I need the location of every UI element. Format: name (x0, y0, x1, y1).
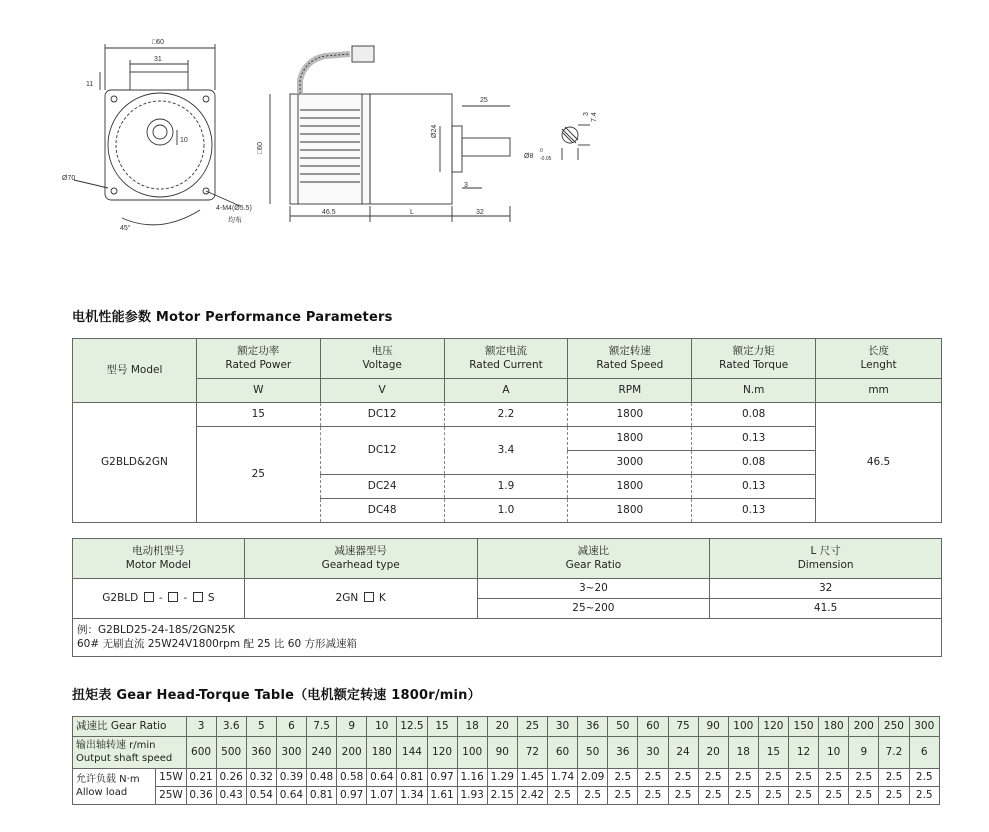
dim-shaft-tol-dn: -0.05 (540, 156, 552, 162)
speed-cell: 10 (819, 737, 849, 769)
load-15w-cell: 2.09 (578, 769, 608, 787)
row1-voltage: DC12 (320, 403, 444, 427)
side-view (270, 46, 510, 222)
load-15w-cell: 1.29 (487, 769, 517, 787)
ratio-label: 减速比 Gear Ratio (73, 717, 187, 737)
load-15w-cell: 2.5 (909, 769, 940, 787)
ratio-cell: 120 (758, 717, 788, 737)
ratio-cell: 50 (608, 717, 638, 737)
row5-speed: 1800 (568, 499, 692, 523)
dimension-1: 32 (710, 579, 942, 599)
speed-cell: 60 (548, 737, 578, 769)
model-cell: G2BLD&2GN (73, 403, 197, 523)
speed-cell: 100 (457, 737, 487, 769)
row1-torque: 0.08 (692, 403, 816, 427)
unit-length: mm (816, 379, 942, 403)
dim-phi70: Ø70 (62, 175, 76, 182)
length-cell: 46.5 (816, 403, 942, 523)
load-25w-cell: 0.64 (276, 787, 306, 805)
ratio-cell: 180 (819, 717, 849, 737)
dimension-2: 41.5 (710, 599, 942, 619)
load-15w-cell: 2.5 (758, 769, 788, 787)
ratio-cell: 300 (909, 717, 940, 737)
dim-shaft-tol-up: 0 (540, 148, 543, 154)
dim-L: L (410, 209, 414, 216)
ratio-cell: 3 (186, 717, 216, 737)
dim-46-5: 46.5 (322, 209, 336, 216)
load-15w-cell: 0.58 (337, 769, 367, 787)
power-15: 15 (196, 403, 320, 427)
motor-dimension-drawing (60, 30, 620, 245)
dim-shaft-diameter: Ø8 (524, 153, 534, 160)
dim-holes-note: 均布 (228, 217, 242, 224)
front-view (74, 44, 240, 225)
load-15w-cell: 2.5 (849, 769, 879, 787)
speed-cell: 20 (698, 737, 728, 769)
speed-cell: 600 (186, 737, 216, 769)
load-15w-cell: 2.5 (728, 769, 758, 787)
speed-cell: 90 (487, 737, 517, 769)
ratio-cell: 90 (698, 717, 728, 737)
hdr-torque: 额定力矩 Rated Torque (692, 339, 816, 379)
hdr-speed: 额定转速 Rated Speed (568, 339, 692, 379)
load-15w-cell: 2.5 (608, 769, 638, 787)
ratio-cell: 75 (668, 717, 698, 737)
ratio-cell: 250 (879, 717, 909, 737)
load-25w-cell: 2.5 (909, 787, 940, 805)
load-25w-cell: 2.5 (668, 787, 698, 805)
unit-speed: RPM (568, 379, 692, 403)
motor-model-code: G2BLD - - S (73, 579, 245, 619)
torque-load15-row (73, 769, 940, 787)
speed-label: 输出轴转速 r/min Output shaft speed (73, 737, 187, 769)
row5-current: 1.0 (444, 499, 568, 523)
row5-voltage: DC48 (320, 499, 444, 523)
load-25w-cell: 2.5 (879, 787, 909, 805)
speed-cell: 200 (337, 737, 367, 769)
speed-cell: 50 (578, 737, 608, 769)
dim-32: 32 (476, 209, 484, 216)
hdr-gearhead-type: 减速器型号 Gearhead type (244, 539, 477, 579)
load-15w-cell: 2.5 (698, 769, 728, 787)
dim-3: 3 (464, 182, 468, 189)
hdr-current: 额定电流 Rated Current (444, 339, 568, 379)
hdr-voltage: 电压 Voltage (320, 339, 444, 379)
load-15w-cell: 2.5 (819, 769, 849, 787)
load-25w-cell: 2.5 (698, 787, 728, 805)
row1-current: 2.2 (444, 403, 568, 427)
unit-power: W (196, 379, 320, 403)
load-15w-cell: 2.5 (879, 769, 909, 787)
row4-voltage: DC24 (320, 475, 444, 499)
load-15w-cell: 0.81 (397, 769, 427, 787)
unit-current: A (444, 379, 568, 403)
speed-cell: 36 (608, 737, 638, 769)
ratio-cell: 20 (487, 717, 517, 737)
load-15w-cell: 2.5 (668, 769, 698, 787)
row4-speed: 1800 (568, 475, 692, 499)
gearhead-table (72, 538, 942, 657)
load-25w-cell: 2.5 (548, 787, 578, 805)
load-15w-cell: 0.48 (307, 769, 337, 787)
torque-title: 扭矩表 Gear Head-Torque Table（电机额定转速 1800r/min） (72, 688, 481, 703)
hdr-gear-ratio: 减速比 Gear Ratio (477, 539, 710, 579)
load-25w-cell: 0.97 (337, 787, 367, 805)
gearhead-code: 2GN K (244, 579, 477, 619)
speed-cell: 12 (789, 737, 819, 769)
load-15w-label: 15W (156, 769, 186, 787)
speed-cell: 240 (307, 737, 337, 769)
speed-cell: 18 (728, 737, 758, 769)
load-label: 允许负载 N·m Allow load (73, 769, 156, 805)
speed-cell: 500 (216, 737, 246, 769)
ratio-cell: 25 (517, 717, 547, 737)
load-25w-cell: 2.5 (849, 787, 879, 805)
ratio-cell: 12.5 (397, 717, 427, 737)
dim-sq60-top: □60 (152, 39, 165, 46)
ratio-range-1: 3~20 (477, 579, 710, 599)
ratio-cell: 3.6 (216, 717, 246, 737)
unit-torque: N.m (692, 379, 816, 403)
load-15w-cell: 0.39 (276, 769, 306, 787)
hdr-dimension: L 尺寸 Dimension (710, 539, 942, 579)
dim-45: 45° (120, 225, 131, 232)
load-25w-cell: 0.54 (246, 787, 276, 805)
load-25w-cell: 2.5 (578, 787, 608, 805)
load-25w-cell: 2.5 (819, 787, 849, 805)
ratio-cell: 150 (789, 717, 819, 737)
load-15w-cell: 0.21 (186, 769, 216, 787)
speed-cell: 300 (276, 737, 306, 769)
speed-cell: 24 (668, 737, 698, 769)
row3-speed: 3000 (568, 451, 692, 475)
load-15w-cell: 0.97 (427, 769, 457, 787)
ratio-cell: 5 (246, 717, 276, 737)
performance-table (72, 338, 942, 523)
load-15w-cell: 0.32 (246, 769, 276, 787)
ratio-cell: 6 (276, 717, 306, 737)
speed-cell: 360 (246, 737, 276, 769)
ratio-range-2: 25~200 (477, 599, 710, 619)
load-25w-label: 25W (156, 787, 186, 805)
speed-cell: 9 (849, 737, 879, 769)
load-15w-cell: 0.64 (367, 769, 397, 787)
speed-cell: 15 (758, 737, 788, 769)
ratio-cell: 7.5 (307, 717, 337, 737)
ratio-cell: 9 (337, 717, 367, 737)
hdr-model: 型号 Model (73, 339, 197, 403)
row2-current: 3.4 (444, 427, 568, 475)
torque-ratio-row (73, 717, 940, 737)
ratio-cell: 18 (457, 717, 487, 737)
dim-phi24: Ø24 (431, 124, 438, 138)
load-25w-cell: 1.61 (427, 787, 457, 805)
dim-holes: 4-M4(Ø5.5) (216, 205, 252, 212)
hdr-length: 长度 Lenght (816, 339, 942, 379)
ratio-cell: 15 (427, 717, 457, 737)
unit-voltage: V (320, 379, 444, 403)
shaft-section (562, 125, 590, 160)
speed-cell: 7.2 (879, 737, 909, 769)
ratio-cell: 10 (367, 717, 397, 737)
torque-table (72, 716, 940, 805)
dim-11: 11 (86, 81, 94, 88)
speed-cell: 30 (638, 737, 668, 769)
load-25w-cell: 2.42 (517, 787, 547, 805)
load-15w-cell: 2.5 (638, 769, 668, 787)
dim-key-h: 7.4 (591, 112, 598, 122)
torque-speed-row (73, 737, 940, 769)
hdr-motor-model: 电动机型号 Motor Model (73, 539, 245, 579)
load-15w-cell: 1.16 (457, 769, 487, 787)
hdr-power: 额定功率 Rated Power (196, 339, 320, 379)
load-15w-cell: 1.74 (548, 769, 578, 787)
ratio-cell: 36 (578, 717, 608, 737)
load-25w-cell: 2.5 (789, 787, 819, 805)
row3-torque: 0.08 (692, 451, 816, 475)
ratio-cell: 200 (849, 717, 879, 737)
load-25w-cell: 2.5 (638, 787, 668, 805)
speed-cell: 72 (517, 737, 547, 769)
power-25: 25 (196, 427, 320, 523)
speed-cell: 180 (367, 737, 397, 769)
speed-cell: 120 (427, 737, 457, 769)
load-25w-cell: 1.93 (457, 787, 487, 805)
performance-title: 电机性能参数 Motor Performance Parameters (72, 310, 393, 325)
dim-31: 31 (154, 56, 162, 63)
load-15w-cell: 2.5 (789, 769, 819, 787)
load-25w-cell: 1.07 (367, 787, 397, 805)
dim-25: 25 (480, 97, 488, 104)
load-25w-cell: 2.5 (728, 787, 758, 805)
load-25w-cell: 2.5 (608, 787, 638, 805)
ratio-cell: 30 (548, 717, 578, 737)
load-15w-cell: 0.26 (216, 769, 246, 787)
dim-sq60-side: □60 (257, 141, 264, 154)
torque-load25-row (73, 787, 940, 805)
load-15w-cell: 1.45 (517, 769, 547, 787)
ratio-cell: 60 (638, 717, 668, 737)
row2-torque: 0.13 (692, 427, 816, 451)
row4-torque: 0.13 (692, 475, 816, 499)
dim-10: 10 (180, 137, 188, 144)
ratio-cell: 100 (728, 717, 758, 737)
load-25w-cell: 0.81 (307, 787, 337, 805)
load-25w-cell: 2.5 (758, 787, 788, 805)
dim-key-w: 3 (583, 112, 590, 116)
load-25w-cell: 0.43 (216, 787, 246, 805)
load-25w-cell: 2.15 (487, 787, 517, 805)
speed-cell: 6 (909, 737, 940, 769)
speed-cell: 144 (397, 737, 427, 769)
row1-speed: 1800 (568, 403, 692, 427)
row2-voltage: DC12 (320, 427, 444, 475)
load-25w-cell: 0.36 (186, 787, 216, 805)
row4-current: 1.9 (444, 475, 568, 499)
row5-torque: 0.13 (692, 499, 816, 523)
load-25w-cell: 1.34 (397, 787, 427, 805)
example-note: 例：G2BLD25-24-18S/2GN25K 60# 无刷直流 25W24V1800rpm 配 25 比 60 方形减速箱 (73, 619, 942, 657)
row2-speed: 1800 (568, 427, 692, 451)
